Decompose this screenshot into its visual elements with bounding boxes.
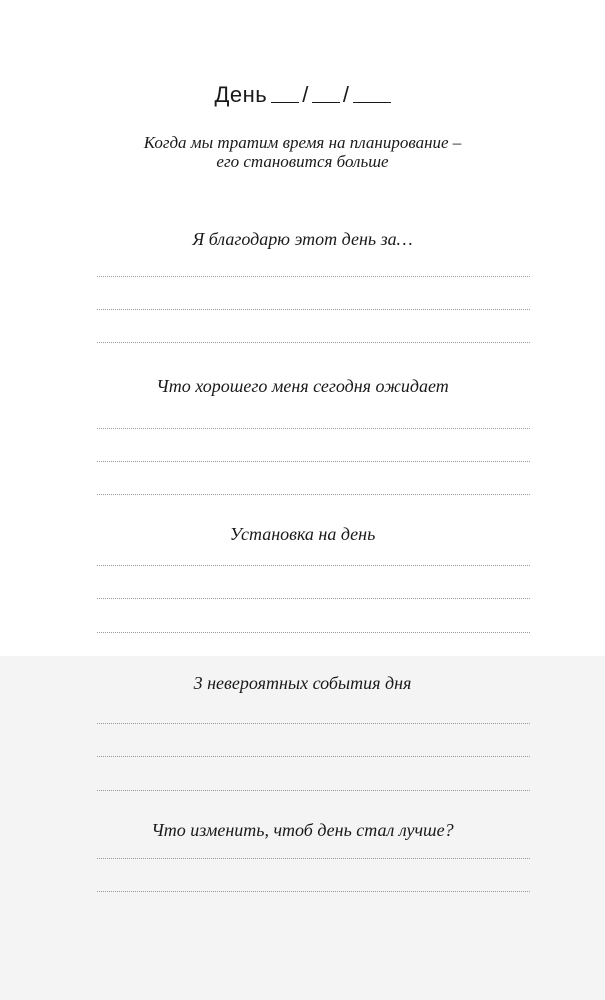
month-blank[interactable] (312, 82, 340, 103)
gratitude-writing-line[interactable] (97, 276, 530, 277)
quote-line-2: его становится больше (216, 152, 389, 171)
date-separator-2: / (342, 82, 350, 107)
planning-quote (0, 133, 605, 171)
improvements-writing-line[interactable] (97, 858, 530, 859)
date-label: День (214, 82, 268, 107)
day-blank[interactable] (271, 82, 299, 103)
year-blank[interactable] (353, 82, 391, 103)
day-intention-heading: Установка на день (229, 524, 376, 544)
amazing-events-writing-line[interactable] (97, 790, 530, 791)
date-separator-1: / (302, 82, 309, 107)
improvements-writing-line[interactable] (97, 891, 530, 892)
day-intention-writing-line[interactable] (97, 565, 530, 566)
gratitude-writing-line[interactable] (97, 309, 530, 310)
day-intention-writing-line[interactable] (97, 632, 530, 633)
quote-line-1: Когда мы тратим время на планирование – (143, 133, 462, 152)
day-intention-writing-line[interactable] (97, 598, 530, 599)
expectations-writing-line[interactable] (97, 494, 530, 495)
improvements-heading: Что изменить, чтоб день стал лучше? (151, 820, 454, 840)
gratitude-heading: Я благодарю этот день за… (192, 229, 413, 249)
expectations-writing-line[interactable] (97, 428, 530, 429)
expectations-writing-line[interactable] (97, 461, 530, 462)
amazing-events-writing-line[interactable] (97, 756, 530, 757)
gratitude-writing-line[interactable] (97, 342, 530, 343)
amazing-events-heading: 3 невероятных события дня (193, 673, 412, 693)
amazing-events-writing-line[interactable] (97, 723, 530, 724)
date-header (0, 82, 605, 110)
expectations-heading: Что хорошего меня сегодня ожидает (156, 376, 449, 396)
